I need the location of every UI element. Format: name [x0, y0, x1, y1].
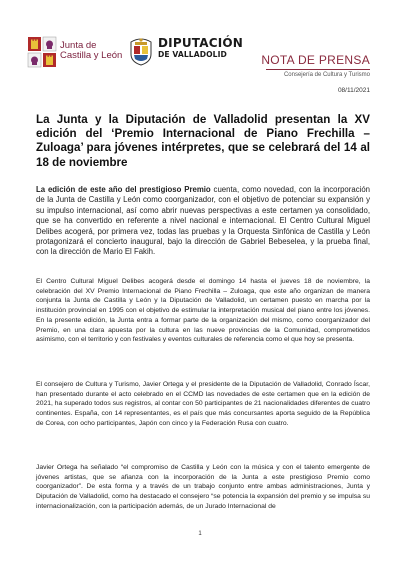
page-number: 1	[198, 531, 202, 537]
body-paragraph-3: Javier Ortega ha señalado “el compromiso de Castilla y León con la música y con el talento emergente de jóvenes artistas, que se afianza con la incorporación de la Junta a este prestigioso Premio como coorganizador”. De esta forma y a través de un trabajo conjunto entre ambas administraciones, Junta y Diputación de Valladolid, como ha destacado el consejero “se potencia la expansión del premio y se impulsa su internacionalización, con la participación además, de un Jurado Internacional de	[36, 464, 370, 510]
junta-castilla-leon-logo	[27, 36, 127, 68]
lead-paragraph	[36, 185, 370, 258]
castilla-leon-shield-icon	[27, 36, 57, 68]
body-paragraph-2: El consejero de Cultura y Turismo, Javier Ortega y el presidente de la Diputación de Valladolid, Conrado Íscar, han presentado durante el acto celebrado en el CCMD las novedades de este certamen que en la edición de 2021, ha superado todos sus registros, al contar con 50 participantes de 21 nacionalidades diferentes de cuatro continentes. España, con 14 representantes, es el país que más concursantes aporta seguido de la República de Corea, con ocho participantes, Japón con cinco y la Federación Rusa con cuatro.	[36, 381, 370, 427]
dipu-logo-line1: DIPUTACIÓN	[158, 36, 244, 50]
lead-rest-text: cuenta, como novedad, con la incorporación de la Junta de Castilla y León como coorganizador, con el objetivo de potenciar su expansión y su impulso internacional, así como abrir nuevas perspectivas a este certamen ya consolidado, que se ha convertido en referente a nivel nacional e internacional. El Centro Cultural Miguel Delibes acogerá, por primera vez, todas las pruebas y la Orquesta Sinfónica de Castilla y León protagonizará el concierto inaugural, bajo la dirección de Gabriel Bebeselea, y la prueba final, con la dirección de Mario El Fakih.	[36, 185, 371, 257]
department-label: Consejería de Cultura y Turismo	[283, 72, 370, 78]
diputacion-valladolid-logo	[128, 34, 243, 70]
doc-type-label: NOTA DE PRENSA	[261, 53, 370, 67]
dipu-logo-line2: DE VALLADOLID	[158, 50, 227, 59]
press-release-title: La Junta y la Diputación de Valladolid presentan la XV edición del ‘Premio Internacional de Piano Frechilla – Zuloaga’ para jóvenes intérpretes, que se celebrará del 14 al 18 de noviembre	[36, 113, 370, 169]
release-date: 08/11/2021	[337, 87, 370, 94]
jcyl-logo-line2: Castilla y León	[60, 50, 123, 61]
diputacion-crest-icon	[128, 36, 154, 66]
header-divider	[266, 69, 370, 70]
jcyl-logo-line1: Junta de	[60, 40, 97, 51]
lead-bold-text: La edición de este año del prestigioso Premio	[36, 185, 211, 194]
body-paragraph-1: El Centro Cultural Miguel Delibes acogerá desde el domingo 14 hasta el jueves 18 de noviembre, la celebración del XV Premio Internacional de Piano Frechilla – Zuloaga, que este año organizan de manera conjunta la Junta de Castilla y León y la Diputación de Valladolid, un certamen puesto en marcha por la institución provincial en 1995 con el objetivo de estimular la interpretación musical del piano entre los jóvenes. En la presente edición, la Junta entra a formar parte de la organización del mismo, como coorganizador del Premio, en una clara apuesta por la cultura en las nueve provincias de la Comunidad, comprometidos asimismo, con el territorio y con festivales y eventos culturales de referencia como el que hoy se presenta.	[36, 278, 370, 344]
